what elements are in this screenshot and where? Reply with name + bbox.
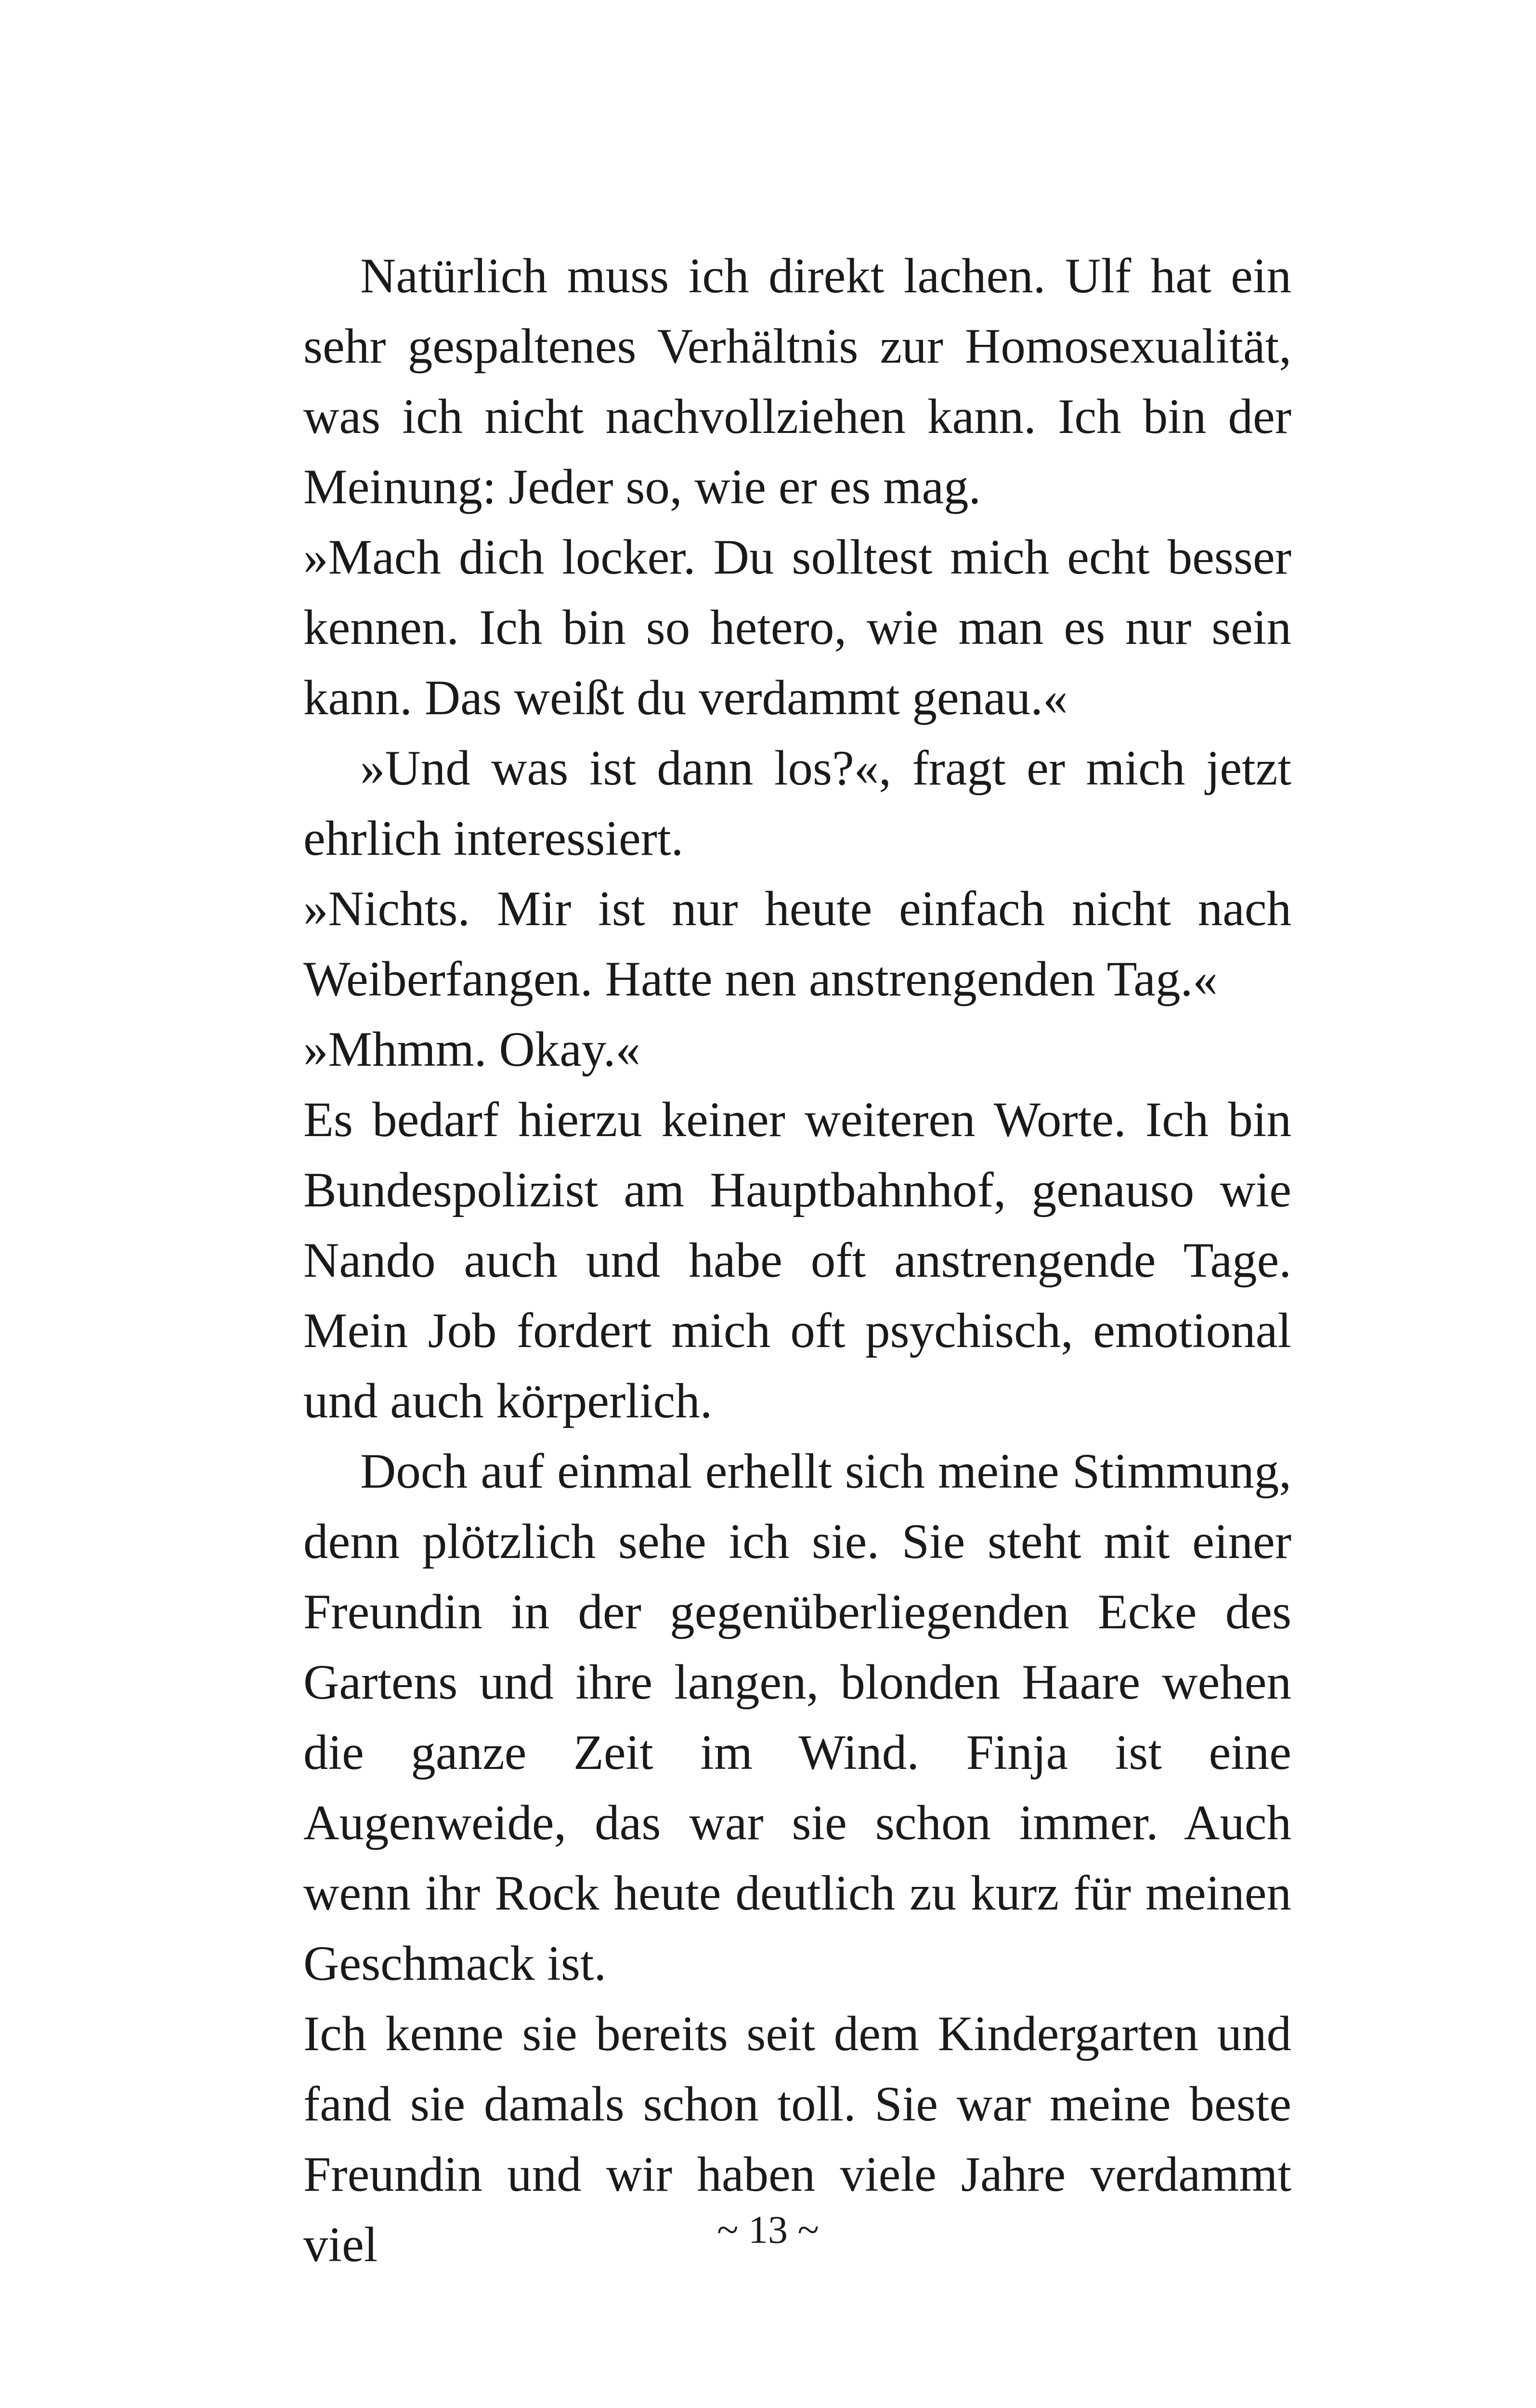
page-number: ~ 13 ~ xyxy=(717,2208,819,2251)
paragraph: »Nichts. Mir ist nur heute einfach nicht nach Weiberfangen. Hatte nen anstrengenden Tag.« xyxy=(303,881,1291,1007)
body-text xyxy=(303,241,1291,2280)
paragraph: Ich kenne sie bereits seit dem Kindergarten und fand sie damals schon toll. Sie war meine beste Freundin und wir haben viele Jahre verdammt viel xyxy=(303,2006,1291,2272)
paragraph: Doch auf einmal erhellt sich meine Stimmung, denn plötzlich sehe ich sie. Sie steht mit einer Freundin in der gegenüberliegenden Ecke des Gartens und ihre langen, blonden Haare wehen die ganze Zeit im Wind. Finja ist eine Augenweide, das war sie schon immer. Auch wenn ihr Rock heute deutlich zu kurz für meinen Geschmack ist. xyxy=(303,1444,1291,1991)
paragraph: »Mach dich locker. Du solltest mich echt besser kennen. Ich bin so hetero, wie man es nur sein kann. Das weißt du verdammt genau.« xyxy=(303,530,1291,725)
paragraph: Natürlich muss ich direkt lachen. Ulf hat ein sehr gespaltenes Verhältnis zur Homosexualität, was ich nicht nachvollziehen kann. Ich bin der Meinung: Jeder so, wie er es mag. xyxy=(303,249,1291,514)
paragraph: Es bedarf hierzu keiner weiteren Worte. Ich bin Bundespolizist am Hauptbahnhof, genauso wie Nando auch und habe oft anstrengende Tage. Mein Job fordert mich oft psychisch, emotional und auch körperlich. xyxy=(303,1092,1291,1428)
paragraph: »Und was ist dann los?«, fragt er mich jetzt ehrlich interessiert. xyxy=(303,741,1291,866)
paragraph: »Mhmm. Okay.« xyxy=(303,1022,640,1077)
